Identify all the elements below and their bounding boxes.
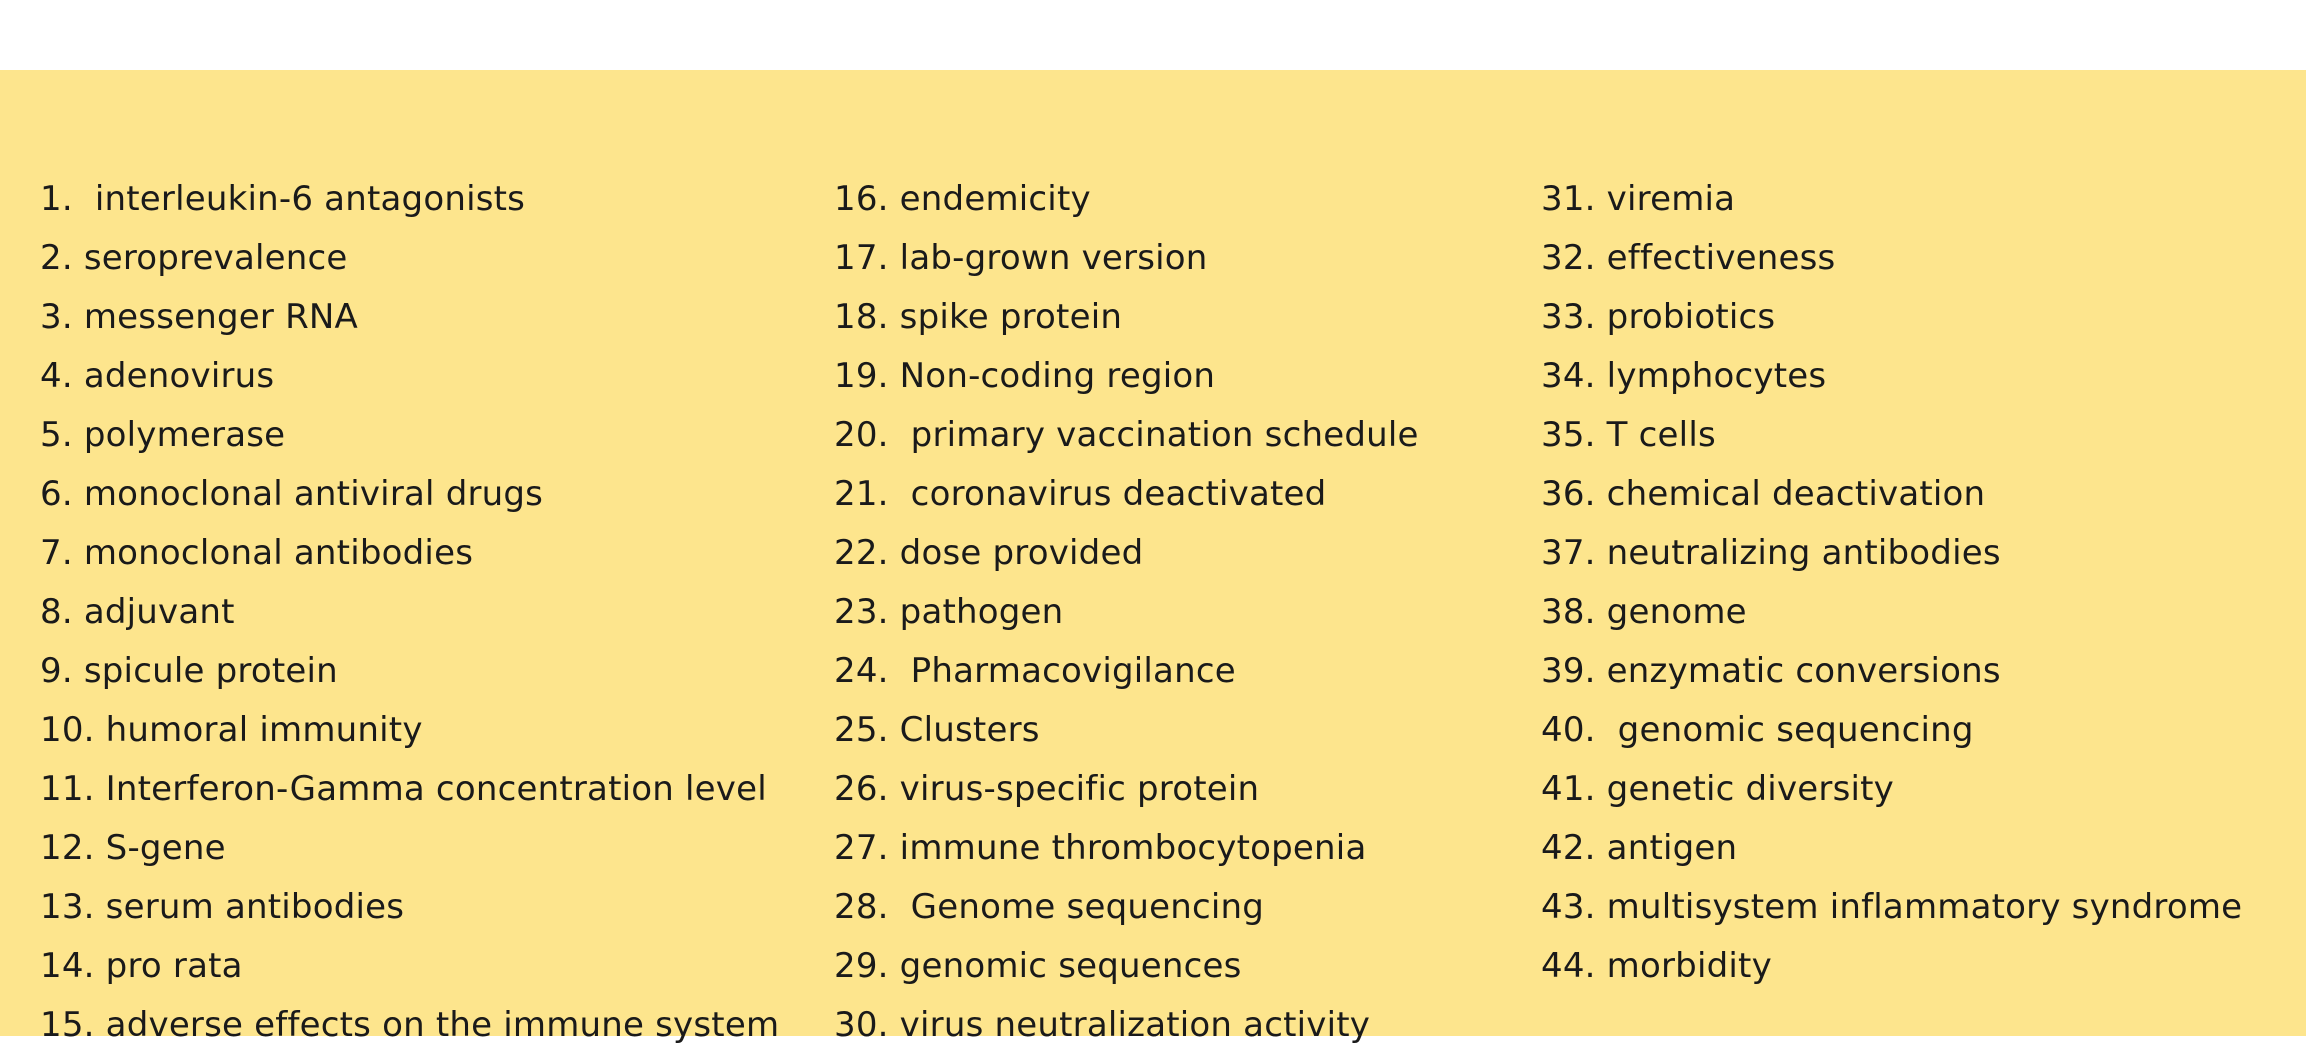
list-item: 24. Pharmacovigilance [834,651,1236,691]
list-item: 25. Clusters [834,710,1040,750]
list-item: 19. Non-coding region [834,356,1216,396]
list-item: 6. monoclonal antiviral drugs [40,474,544,514]
term-column-1 [40,177,779,1062]
list-item: 11. Interferon-Gamma concentration level [40,769,767,809]
list-item: 26. virus-specific protein [834,769,1260,809]
list-item: 32. effectiveness [1541,238,1836,278]
list-item: 20. primary vaccination schedule [834,415,1419,455]
list-item: 12. S-gene [40,828,226,868]
term-column-2 [834,177,1419,1062]
list-item: 3. messenger RNA [40,297,358,337]
list-item: 8. adjuvant [40,592,235,632]
list-item: 36. chemical deactivation [1541,474,1986,514]
list-item: 33. probiotics [1541,297,1776,337]
term-column-3 [1541,177,2242,1003]
list-item: 5. polymerase [40,415,286,455]
list-item: 34. lymphocytes [1541,356,1827,396]
list-item: 15. adverse effects on the immune system [40,1005,780,1045]
list-item: 35. T cells [1541,415,1716,455]
list-item: 4. adenovirus [40,356,275,396]
list-item: 10. humoral immunity [40,710,423,750]
list-item: 17. lab-grown version [834,238,1208,278]
list-item: 7. monoclonal antibodies [40,533,474,573]
list-item: 31. viremia [1541,179,1736,219]
list-item: 41. genetic diversity [1541,769,1894,809]
list-item: 13. serum antibodies [40,887,405,927]
list-item: 22. dose provided [834,533,1144,573]
list-item: 1. interleukin-6 antagonists [40,179,526,219]
list-item: 18. spike protein [834,297,1123,337]
list-item: 44. morbidity [1541,946,1772,986]
list-item: 23. pathogen [834,592,1064,632]
list-item: 42. antigen [1541,828,1738,868]
list-item: 39. enzymatic conversions [1541,651,2001,691]
list-item: 14. pro rata [40,946,243,986]
list-item: 40. genomic sequencing [1541,710,1974,750]
list-item: 9. spicule protein [40,651,338,691]
list-item: 21. coronavirus deactivated [834,474,1327,514]
list-item: 37. neutralizing antibodies [1541,533,2001,573]
term-list-panel [0,70,2306,1045]
list-item: 43. multisystem inflammatory syndrome [1541,887,2243,927]
list-item: 38. genome [1541,592,1747,632]
list-item: 29. genomic sequences [834,946,1242,986]
list-item: 28. Genome sequencing [834,887,1265,927]
list-item: 27. immune thrombocytopenia [834,828,1367,868]
list-item: 16. endemicity [834,179,1091,219]
list-item: 2. seroprevalence [40,238,348,278]
list-item: 30. virus neutralization activity [834,1005,1371,1045]
